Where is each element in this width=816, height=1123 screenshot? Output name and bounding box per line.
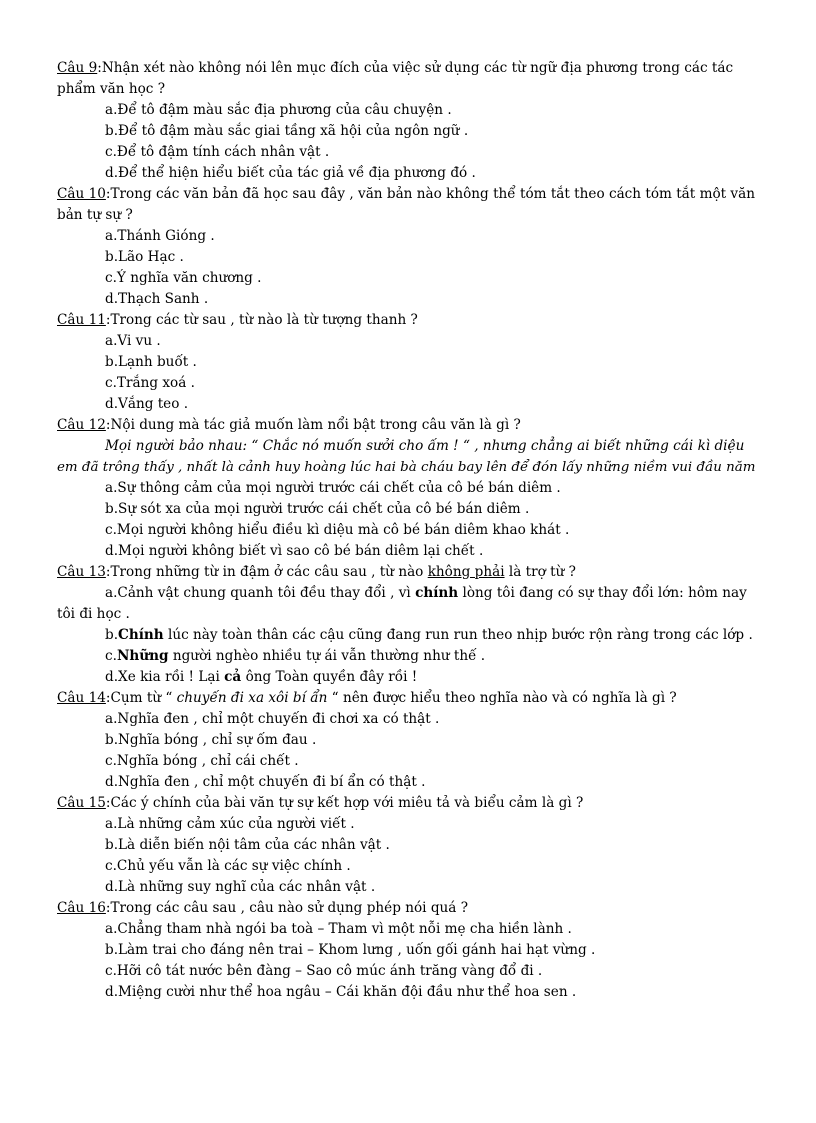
question-16: Câu 16:Trong các câu sau , câu nào sử dụng phép nói quá ? <box>57 900 469 916</box>
question-12: Câu 12:Nội dung mà tác giả muốn làm nổi bật trong câu văn là gì ? <box>57 417 521 433</box>
quote-line-1: Mọi người bảo nhau: “ Chắc nó muốn sưởi cho ấm ! “ , nhưng chẳng ai biết những cái kì diệu <box>105 438 745 454</box>
option-a: a.Vi vu . <box>105 333 161 349</box>
option-a: a.Nghĩa đen , chỉ một chuyến đi chơi xa có thật . <box>105 711 440 727</box>
question-number: Câu 16 <box>57 900 106 916</box>
question-text-end: là trợ từ ? <box>504 564 576 580</box>
question-number: Câu 14 <box>57 690 106 706</box>
bold-word: Những <box>116 648 169 664</box>
question-number: Câu 15 <box>57 795 106 811</box>
option-c: c.Trắng xoá . <box>105 375 195 391</box>
question-text: Trong các từ sau , từ nào là từ tượng thanh ? <box>110 312 418 328</box>
option-c <box>57 646 762 667</box>
option-text: ông Toàn quyền đây rồi ! <box>241 669 418 685</box>
question-number: Câu 12 <box>57 417 106 433</box>
question-9: Câu 9:Nhận xét nào không nói lên mục đích của việc sử dụng các từ ngữ địa phương trong các tác <box>57 60 734 76</box>
question-text: Nhận xét nào không nói lên mục đích của việc sử dụng các từ ngữ địa phương trong các tác <box>101 60 734 76</box>
question-text: Trong các câu sau , câu nào sử dụng phép nói quá ? <box>110 900 469 916</box>
option-b: b.Sự sót xa của mọi người trước cái chết của cô bé bán diêm . <box>105 501 530 517</box>
option-b <box>57 625 762 646</box>
option-b: b.Làm trai cho đáng nên trai – Khom lưng , uốn gối gánh hai hạt vừng . <box>105 942 596 958</box>
option-a: a.Sự thông cảm của mọi người trước cái chết của cô bé bán diêm . <box>105 480 561 496</box>
question-13: Câu 13:Trong những từ in đậm ở các câu sau , từ nào không phải là trợ từ ? <box>57 564 576 580</box>
option-d: d.Là những suy nghĩ của các nhân vật . <box>105 879 376 895</box>
question-11: Câu 11:Trong các từ sau , từ nào là từ tượng thanh ? <box>57 312 418 328</box>
option-b: b.Là diễn biến nội tâm của các nhân vật . <box>105 837 390 853</box>
option-a: a.Để tô đậm màu sắc địa phương của câu chuyện . <box>105 102 452 118</box>
bold-word: Chính <box>118 627 164 643</box>
question-text: Các ý chính của bài văn tự sự kết hợp với miêu tả và biểu cảm là gì ? <box>110 795 584 811</box>
question-15: Câu 15:Các ý chính của bài văn tự sự kết hợp với miêu tả và biểu cảm là gì ? <box>57 795 584 811</box>
option-text: a.Cảnh vật chung quanh tôi đều thay đổi , vì <box>105 585 416 601</box>
option-text: lòng tôi đang có sự thay đổi lớn: hôm nay <box>458 585 747 601</box>
option-c: c.Để tô đậm tính cách nhân vật . <box>105 144 330 160</box>
option-c: c.Nghĩa bóng , chỉ cái chết . <box>105 753 299 769</box>
option-d: d.Miệng cười như thể hoa ngâu – Cái khăn đội đầu như thể hoa sen . <box>105 984 577 1000</box>
option-d: d.Vắng teo . <box>105 396 189 412</box>
option-c: c.Chủ yếu vẫn là các sự việc chính . <box>105 858 351 874</box>
option-b: b.Nghĩa bóng , chỉ sự ốm đau . <box>105 732 317 748</box>
quote-line-2: em đã trông thấy , nhất là cảnh huy hoàng lúc hai bà cháu bay lên để đón lấy những niềm vui đầu năm <box>57 460 756 475</box>
option-c: c.Ý nghĩa văn chương . <box>105 270 262 286</box>
option-a-cont: tôi đi học . <box>57 606 130 622</box>
question-number: Câu 11 <box>57 312 106 328</box>
bold-word: cả <box>224 669 242 685</box>
option-d: d.Thạch Sanh . <box>105 291 209 307</box>
option-c: c.Hỡi cô tát nước bên đàng – Sao cô múc ánh trăng vàng đổ đi . <box>105 963 543 979</box>
question-text-cont: bản tự sự ? <box>57 207 133 223</box>
option-d <box>57 667 762 688</box>
bold-word: chính <box>415 585 459 601</box>
option-text: b. <box>105 627 119 643</box>
question-number: Câu 9 <box>57 60 98 76</box>
question-14: Câu 14:Cụm từ “ chuyến đi xa xôi bí ẩn “ nên được hiểu theo nghĩa nào và có nghĩa là gì ? <box>57 690 677 706</box>
question-text: Cụm từ “ <box>110 690 177 706</box>
question-text: Nội dung mà tác giả muốn làm nổi bật trong câu văn là gì ? <box>110 417 521 433</box>
option-text: c. <box>105 648 117 664</box>
question-text: Trong những từ in đậm ở các câu sau , từ nào <box>110 564 428 580</box>
option-d: d.Nghĩa đen , chỉ một chuyến đi bí ẩn có thật . <box>105 774 426 790</box>
question-number: Câu 13 <box>57 564 106 580</box>
option-b: b.Lạnh buốt . <box>105 354 197 370</box>
question-10: Câu 10:Trong các văn bản đã học sau đây , văn bản nào không thể tóm tắt theo cách tóm tắt một văn <box>57 186 755 202</box>
question-number: Câu 10 <box>57 186 106 202</box>
option-b: b.Để tô đậm màu sắc giai tầng xã hội của ngôn ngữ . <box>105 123 469 139</box>
option-d: d.Để thể hiện hiểu biết của tác giả về địa phương đó . <box>105 165 476 181</box>
option-a: a.Là những cảm xúc của người viết . <box>105 816 355 832</box>
option-a: a.Thánh Gióng . <box>105 228 215 244</box>
option-a: a.Chẳng tham nhà ngói ba toà – Tham vì một nỗi mẹ cha hiền lành . <box>105 921 572 937</box>
question-text-end: “ nên được hiểu theo nghĩa nào và có nghĩa là gì ? <box>327 690 677 706</box>
question-text-italic: chuyến đi xa xôi bí ẩn <box>176 690 328 706</box>
option-c: c.Mọi người không hiểu điều kì diệu mà cô bé bán diêm khao khát . <box>105 522 570 538</box>
question-text-underlined: không phải <box>427 564 505 580</box>
option-d: d.Mọi người không biết vì sao cô bé bán diêm lại chết . <box>105 543 484 559</box>
option-text: lúc này toàn thân các cậu cũng đang run run theo nhịp bước rộn ràng trong các lớp . <box>163 627 753 643</box>
option-a <box>57 583 762 604</box>
option-text: người nghèo nhiều tự ái vẫn thường như thế . <box>168 648 486 664</box>
option-b: b.Lão Hạc . <box>105 249 184 265</box>
question-text-cont: phẩm văn học ? <box>57 81 166 97</box>
option-text: d.Xe kia rồi ! Lại <box>105 669 225 685</box>
question-text: Trong các văn bản đã học sau đây , văn bản nào không thể tóm tắt theo cách tóm tắt một văn <box>110 186 755 202</box>
exam-page <box>57 58 762 1003</box>
